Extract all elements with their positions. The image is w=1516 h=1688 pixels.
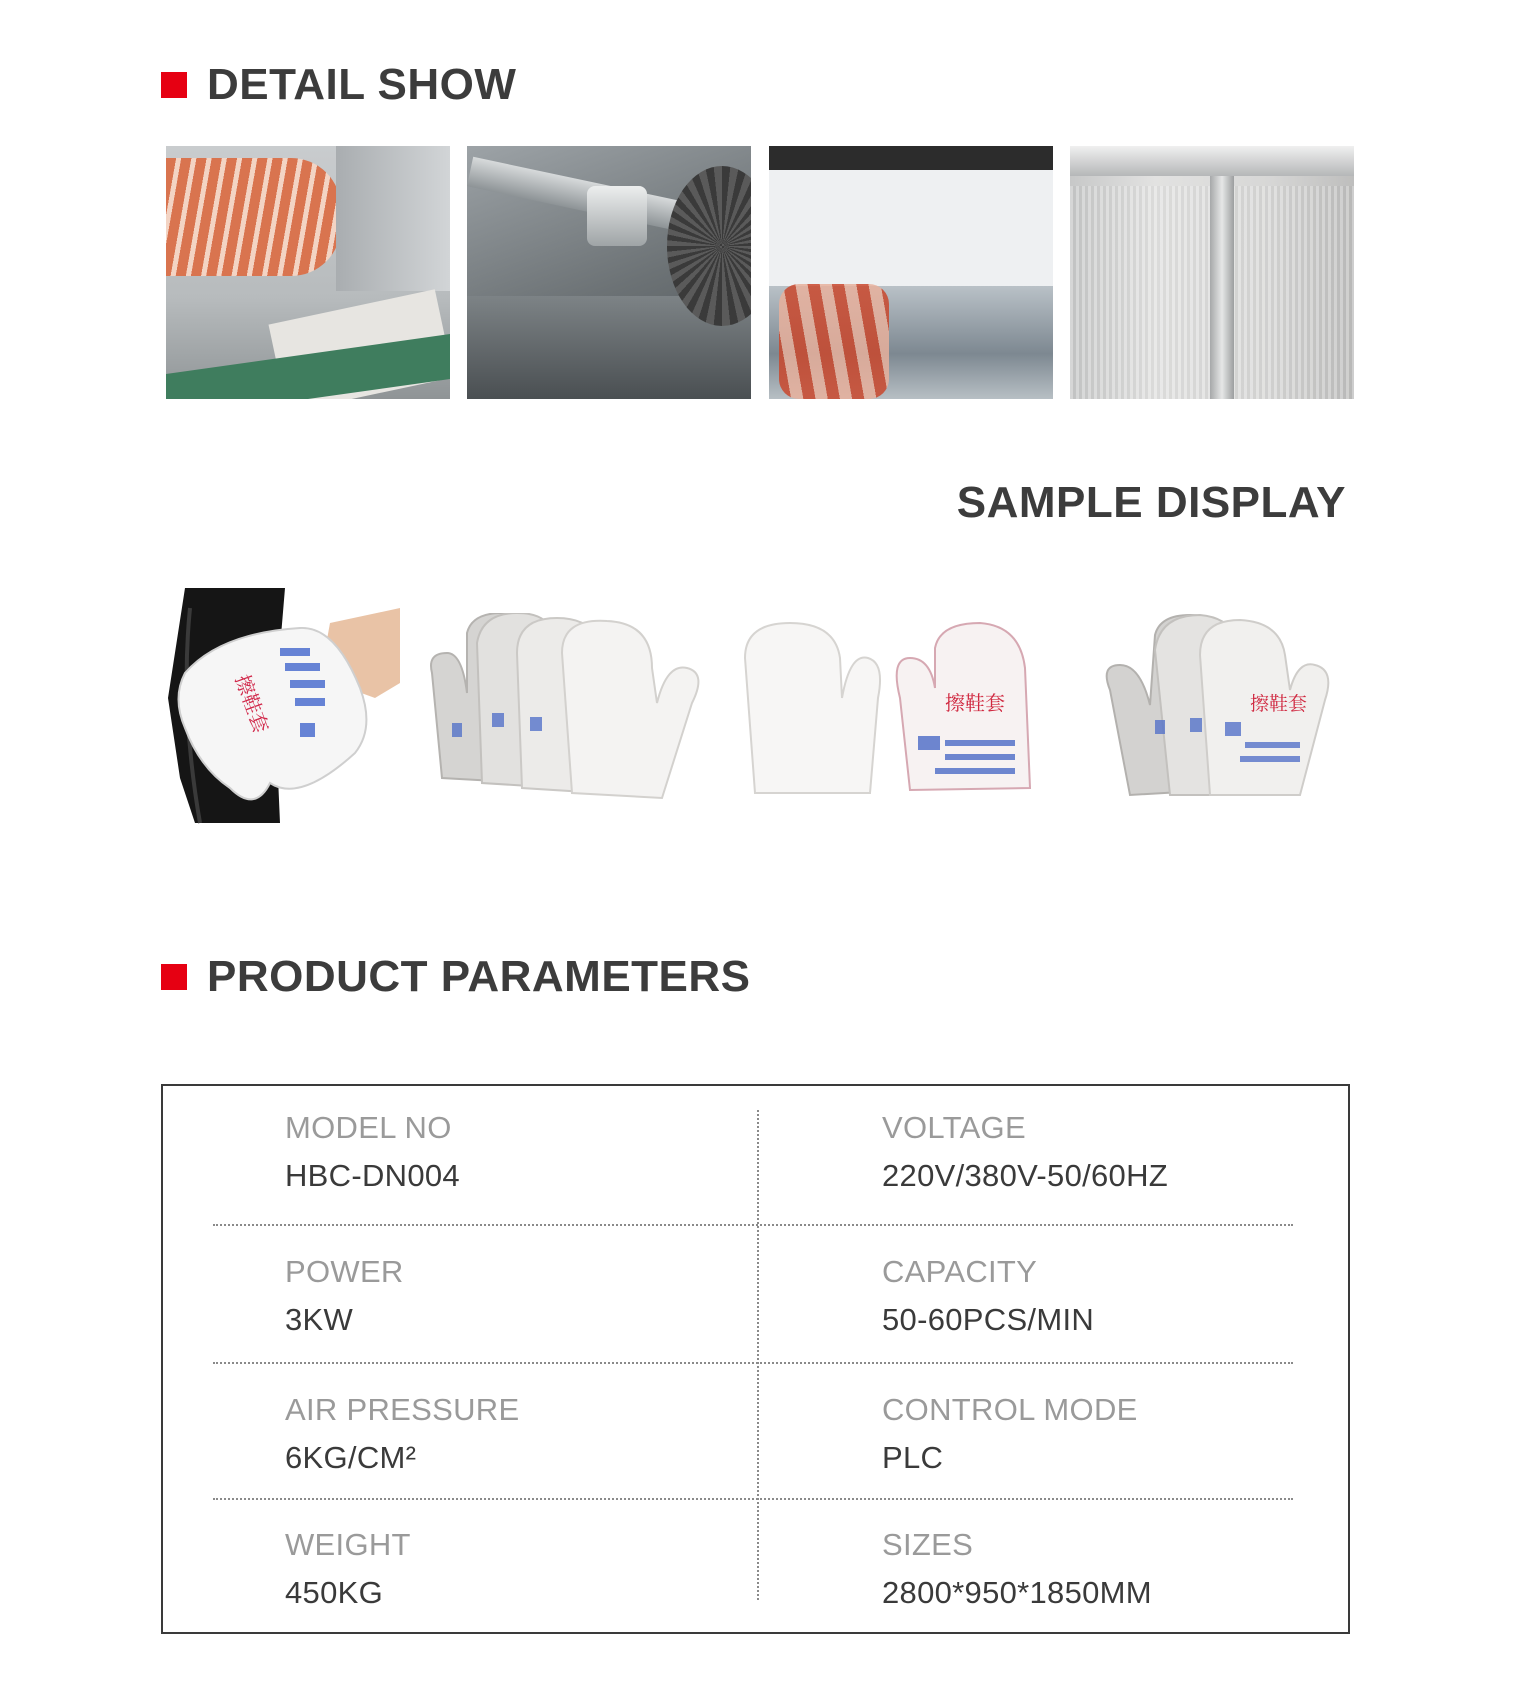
row-divider bbox=[213, 1224, 1293, 1226]
row-divider bbox=[213, 1498, 1293, 1500]
param-label: POWER bbox=[285, 1254, 404, 1289]
detail-show-title: DETAIL SHOW bbox=[207, 60, 517, 109]
param-label: CAPACITY bbox=[882, 1254, 1038, 1289]
param-value: 220V/380V-50/60HZ bbox=[882, 1158, 1169, 1193]
param-value: 50-60PCS/MIN bbox=[882, 1302, 1095, 1337]
param-value: 450KG bbox=[285, 1575, 384, 1610]
param-cell bbox=[882, 1110, 1168, 1194]
param-value: HBC-DN004 bbox=[285, 1158, 460, 1193]
param-label: CONTROL MODE bbox=[882, 1392, 1138, 1427]
detail-photo-roller bbox=[166, 146, 450, 399]
sample-image-stack-fan bbox=[1100, 610, 1350, 810]
detail-photo-gear bbox=[467, 146, 751, 399]
param-cell bbox=[882, 1392, 1138, 1476]
param-label: VOLTAGE bbox=[882, 1110, 1026, 1145]
column-divider bbox=[757, 1110, 759, 1600]
product-parameters-title: PRODUCT PARAMETERS bbox=[207, 952, 751, 1001]
param-cell bbox=[285, 1254, 404, 1338]
sample-3-print-text: 擦鞋套 bbox=[945, 691, 1005, 715]
detail-photo-row bbox=[166, 146, 1354, 399]
param-label: MODEL NO bbox=[285, 1110, 452, 1145]
detail-photo-fabric bbox=[1070, 146, 1354, 399]
sample-image-boot bbox=[160, 588, 400, 828]
param-label: SIZES bbox=[882, 1527, 974, 1562]
param-cell bbox=[285, 1110, 460, 1194]
detail-show-heading bbox=[161, 60, 516, 110]
param-cell bbox=[882, 1527, 1152, 1611]
param-value: 3KW bbox=[285, 1302, 354, 1337]
parameters-table bbox=[161, 1084, 1350, 1634]
param-cell bbox=[285, 1392, 519, 1476]
product-parameters-heading bbox=[161, 952, 751, 1002]
sample-row bbox=[160, 588, 1350, 833]
detail-photo-print-roller bbox=[769, 146, 1053, 399]
sample-image-pair bbox=[740, 618, 1040, 818]
red-square-icon bbox=[161, 964, 187, 990]
param-value: PLC bbox=[882, 1440, 944, 1475]
sample-display-title: SAMPLE DISPLAY bbox=[956, 478, 1346, 527]
sample-4-print-text: 擦鞋套 bbox=[1250, 693, 1308, 715]
param-value: 2800*950*1850MM bbox=[882, 1575, 1152, 1610]
param-cell bbox=[882, 1254, 1094, 1338]
row-divider bbox=[213, 1362, 1293, 1364]
sample-1-print-text: 擦鞋套 bbox=[230, 671, 274, 737]
red-square-icon bbox=[161, 72, 187, 98]
param-value: 6KG/CM² bbox=[285, 1440, 417, 1475]
param-label: AIR PRESSURE bbox=[285, 1392, 520, 1427]
param-cell bbox=[285, 1527, 411, 1611]
sample-image-stack-3 bbox=[422, 613, 712, 813]
param-label: WEIGHT bbox=[285, 1527, 411, 1562]
